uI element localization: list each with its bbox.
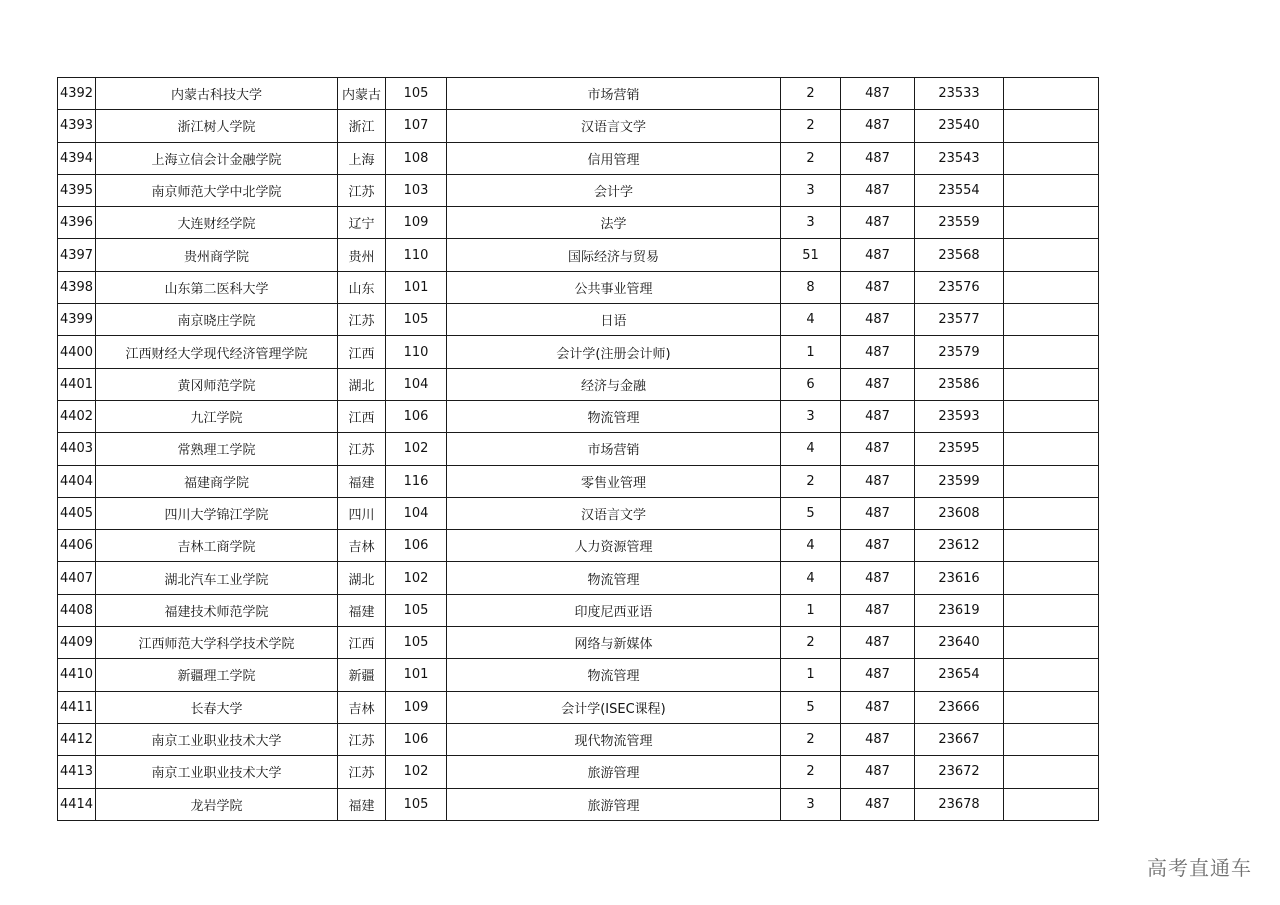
table-row [58,465,1099,497]
cell-major: 会计学(ISEC课程) [447,691,781,723]
table-row [58,691,1099,723]
cell-plan-count: 8 [781,271,841,303]
cell-major: 会计学(注册会计师) [447,336,781,368]
cell-number: 4406 [58,530,96,562]
cell-major: 会计学 [447,174,781,206]
cell-plan-count: 3 [781,207,841,239]
cell-school: 山东第二医科大学 [96,271,338,303]
cell-group-code: 106 [386,400,447,432]
cell-province: 山东 [338,271,386,303]
cell-number: 4404 [58,465,96,497]
table-row [58,78,1099,110]
cell-group-code: 102 [386,562,447,594]
cell-rank: 23543 [915,142,1004,174]
cell-rank: 23678 [915,788,1004,820]
cell-group-code: 105 [386,627,447,659]
cell-province: 福建 [338,465,386,497]
cell-province: 四川 [338,497,386,529]
cell-score: 487 [841,530,915,562]
cell-rank: 23616 [915,562,1004,594]
cell-rank: 23672 [915,756,1004,788]
cell-major: 经济与金融 [447,368,781,400]
cell-group-code: 107 [386,110,447,142]
table-row [58,723,1099,755]
cell-score: 487 [841,239,915,271]
cell-note [1004,594,1099,626]
table-row [58,174,1099,206]
cell-rank: 23612 [915,530,1004,562]
cell-plan-count: 4 [781,562,841,594]
cell-note [1004,756,1099,788]
cell-rank: 23667 [915,723,1004,755]
cell-school: 内蒙古科技大学 [96,78,338,110]
cell-school: 南京晓庄学院 [96,304,338,336]
cell-note [1004,691,1099,723]
table-row [58,530,1099,562]
cell-major: 印度尼西亚语 [447,594,781,626]
cell-plan-count: 1 [781,336,841,368]
cell-number: 4401 [58,368,96,400]
cell-group-code: 103 [386,174,447,206]
cell-number: 4392 [58,78,96,110]
cell-major: 网络与新媒体 [447,627,781,659]
cell-number: 4396 [58,207,96,239]
cell-plan-count: 3 [781,174,841,206]
cell-province: 福建 [338,788,386,820]
cell-plan-count: 5 [781,691,841,723]
cell-score: 487 [841,465,915,497]
cell-rank: 23654 [915,659,1004,691]
table-row [58,142,1099,174]
table-row [58,594,1099,626]
cell-score: 487 [841,174,915,206]
table-row [58,207,1099,239]
cell-major: 旅游管理 [447,756,781,788]
cell-province: 湖北 [338,368,386,400]
cell-group-code: 102 [386,433,447,465]
cell-note [1004,433,1099,465]
cell-note [1004,562,1099,594]
cell-plan-count: 2 [781,756,841,788]
cell-note [1004,788,1099,820]
cell-school: 常熟理工学院 [96,433,338,465]
cell-score: 487 [841,271,915,303]
cell-school: 大连财经学院 [96,207,338,239]
cell-rank: 23595 [915,433,1004,465]
cell-major: 市场营销 [447,433,781,465]
cell-note [1004,497,1099,529]
cell-school: 福建商学院 [96,465,338,497]
cell-province: 上海 [338,142,386,174]
cell-score: 487 [841,110,915,142]
cell-school: 新疆理工学院 [96,659,338,691]
cell-plan-count: 1 [781,659,841,691]
table-row [58,627,1099,659]
cell-group-code: 106 [386,530,447,562]
cell-major: 人力资源管理 [447,530,781,562]
cell-group-code: 116 [386,465,447,497]
cell-score: 487 [841,627,915,659]
table-row [58,304,1099,336]
cell-note [1004,110,1099,142]
cell-province: 新疆 [338,659,386,691]
cell-plan-count: 5 [781,497,841,529]
cell-plan-count: 51 [781,239,841,271]
cell-rank: 23540 [915,110,1004,142]
table-row [58,756,1099,788]
cell-school: 南京工业职业技术大学 [96,756,338,788]
cell-score: 487 [841,659,915,691]
cell-note [1004,304,1099,336]
cell-school: 江西财经大学现代经济管理学院 [96,336,338,368]
cell-plan-count: 4 [781,530,841,562]
cell-province: 吉林 [338,691,386,723]
cell-number: 4412 [58,723,96,755]
cell-plan-count: 2 [781,78,841,110]
cell-major: 物流管理 [447,659,781,691]
table-row [58,788,1099,820]
cell-number: 4394 [58,142,96,174]
cell-major: 信用管理 [447,142,781,174]
cell-group-code: 102 [386,756,447,788]
cell-major: 零售业管理 [447,465,781,497]
cell-number: 4407 [58,562,96,594]
cell-group-code: 105 [386,304,447,336]
cell-plan-count: 4 [781,304,841,336]
cell-group-code: 106 [386,723,447,755]
cell-plan-count: 1 [781,594,841,626]
table-row [58,562,1099,594]
cell-number: 4413 [58,756,96,788]
cell-rank: 23593 [915,400,1004,432]
cell-group-code: 101 [386,659,447,691]
cell-score: 487 [841,562,915,594]
cell-number: 4405 [58,497,96,529]
cell-rank: 23599 [915,465,1004,497]
cell-rank: 23619 [915,594,1004,626]
cell-school: 福建技术师范学院 [96,594,338,626]
cell-number: 4414 [58,788,96,820]
cell-plan-count: 6 [781,368,841,400]
cell-rank: 23554 [915,174,1004,206]
table-row [58,659,1099,691]
cell-note [1004,659,1099,691]
cell-number: 4408 [58,594,96,626]
cell-school: 浙江树人学院 [96,110,338,142]
cell-province: 内蒙古 [338,78,386,110]
cell-note [1004,174,1099,206]
cell-note [1004,271,1099,303]
cell-note [1004,627,1099,659]
cell-rank: 23568 [915,239,1004,271]
cell-school: 上海立信会计金融学院 [96,142,338,174]
cell-rank: 23579 [915,336,1004,368]
cell-score: 487 [841,788,915,820]
cell-school: 九江学院 [96,400,338,432]
cell-province: 浙江 [338,110,386,142]
cell-rank: 23576 [915,271,1004,303]
cell-score: 487 [841,304,915,336]
cell-number: 4395 [58,174,96,206]
cell-plan-count: 2 [781,465,841,497]
cell-major: 旅游管理 [447,788,781,820]
cell-province: 湖北 [338,562,386,594]
cell-group-code: 110 [386,336,447,368]
cell-group-code: 108 [386,142,447,174]
cell-major: 汉语言文学 [447,497,781,529]
cell-group-code: 110 [386,239,447,271]
cell-school: 黄冈师范学院 [96,368,338,400]
cell-group-code: 109 [386,207,447,239]
cell-score: 487 [841,756,915,788]
cell-school: 南京工业职业技术大学 [96,723,338,755]
cell-province: 江西 [338,336,386,368]
cell-note [1004,723,1099,755]
cell-province: 江苏 [338,756,386,788]
cell-major: 市场营销 [447,78,781,110]
cell-number: 4400 [58,336,96,368]
cell-major: 物流管理 [447,400,781,432]
cell-plan-count: 2 [781,627,841,659]
table-row [58,368,1099,400]
cell-score: 487 [841,142,915,174]
table-row [58,336,1099,368]
cell-score: 487 [841,400,915,432]
cell-score: 487 [841,723,915,755]
cell-note [1004,368,1099,400]
cell-number: 4410 [58,659,96,691]
cell-plan-count: 4 [781,433,841,465]
cell-group-code: 105 [386,788,447,820]
cell-number: 4402 [58,400,96,432]
cell-group-code: 109 [386,691,447,723]
cell-rank: 23666 [915,691,1004,723]
cell-group-code: 101 [386,271,447,303]
cell-school: 江西师范大学科学技术学院 [96,627,338,659]
cell-number: 4409 [58,627,96,659]
cell-province: 江苏 [338,433,386,465]
cell-rank: 23586 [915,368,1004,400]
cell-major: 公共事业管理 [447,271,781,303]
cell-rank: 23577 [915,304,1004,336]
table-row [58,433,1099,465]
cell-school: 南京师范大学中北学院 [96,174,338,206]
cell-province: 贵州 [338,239,386,271]
cell-province: 福建 [338,594,386,626]
cell-major: 汉语言文学 [447,110,781,142]
cell-major: 现代物流管理 [447,723,781,755]
cell-province: 江苏 [338,723,386,755]
cell-number: 4398 [58,271,96,303]
table-row [58,497,1099,529]
cell-school: 长春大学 [96,691,338,723]
cell-note [1004,530,1099,562]
cell-school: 四川大学锦江学院 [96,497,338,529]
cell-note [1004,336,1099,368]
cell-score: 487 [841,433,915,465]
cell-school: 吉林工商学院 [96,530,338,562]
cell-score: 487 [841,497,915,529]
cell-score: 487 [841,368,915,400]
cell-note [1004,400,1099,432]
cell-plan-count: 2 [781,142,841,174]
cell-plan-count: 3 [781,400,841,432]
cell-number: 4403 [58,433,96,465]
cell-group-code: 105 [386,594,447,626]
cell-note [1004,142,1099,174]
cell-province: 江苏 [338,304,386,336]
cell-note [1004,207,1099,239]
cell-plan-count: 2 [781,110,841,142]
cell-major: 日语 [447,304,781,336]
cell-group-code: 104 [386,497,447,529]
cell-score: 487 [841,594,915,626]
table-row [58,110,1099,142]
cell-group-code: 105 [386,78,447,110]
table-row [58,271,1099,303]
cell-score: 487 [841,207,915,239]
cell-province: 江西 [338,627,386,659]
table-row [58,400,1099,432]
cell-number: 4393 [58,110,96,142]
cell-school: 贵州商学院 [96,239,338,271]
cell-plan-count: 2 [781,723,841,755]
cell-rank: 23608 [915,497,1004,529]
cell-province: 江西 [338,400,386,432]
cell-school: 龙岩学院 [96,788,338,820]
table-body [58,78,1099,821]
watermark-text: 高考直通车 [1147,856,1252,880]
cell-score: 487 [841,336,915,368]
cell-number: 4397 [58,239,96,271]
admissions-table [57,77,1099,821]
cell-province: 辽宁 [338,207,386,239]
cell-plan-count: 3 [781,788,841,820]
cell-score: 487 [841,691,915,723]
cell-score: 487 [841,78,915,110]
cell-major: 物流管理 [447,562,781,594]
cell-rank: 23559 [915,207,1004,239]
cell-note [1004,239,1099,271]
cell-major: 国际经济与贸易 [447,239,781,271]
cell-number: 4411 [58,691,96,723]
cell-province: 江苏 [338,174,386,206]
cell-rank: 23640 [915,627,1004,659]
cell-province: 吉林 [338,530,386,562]
cell-number: 4399 [58,304,96,336]
cell-major: 法学 [447,207,781,239]
cell-note [1004,78,1099,110]
cell-note [1004,465,1099,497]
cell-group-code: 104 [386,368,447,400]
table-row [58,239,1099,271]
cell-rank: 23533 [915,78,1004,110]
cell-school: 湖北汽车工业学院 [96,562,338,594]
